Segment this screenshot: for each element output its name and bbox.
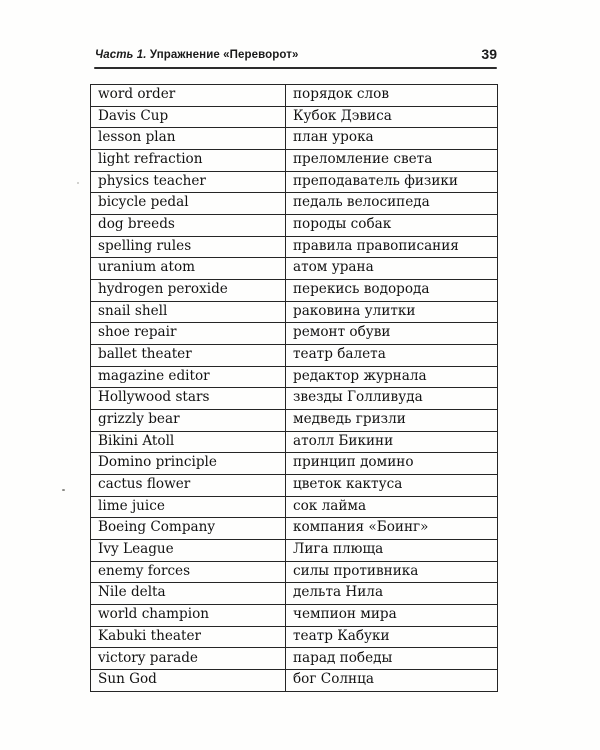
table-row <box>91 648 498 670</box>
russian-translation: Лига плюща <box>286 540 498 562</box>
russian-translation: атолл Бикини <box>286 431 498 453</box>
russian-translation: атом урана <box>286 258 498 280</box>
page-number: 39 <box>481 46 497 62</box>
exercise-label: Упражнение «Переворот» <box>146 49 299 61</box>
english-term: Nile delta <box>91 583 286 605</box>
table-row <box>91 258 498 280</box>
english-term: snail shell <box>91 301 286 323</box>
russian-translation: порядок слов <box>286 85 498 107</box>
table-row <box>91 496 498 518</box>
header-rule <box>94 67 497 69</box>
english-term: bicycle pedal <box>91 193 286 215</box>
russian-translation: редактор журнала <box>286 366 498 388</box>
vocabulary-table-body <box>91 85 498 692</box>
english-term: Kabuki theater <box>91 626 286 648</box>
table-row <box>91 345 498 367</box>
russian-translation: силы противника <box>286 561 498 583</box>
russian-translation: сок лайма <box>286 496 498 518</box>
english-term: Ivy League <box>91 540 286 562</box>
table-row <box>91 323 498 345</box>
table-row <box>91 280 498 302</box>
russian-translation: преломление света <box>286 150 498 172</box>
english-term: dog breeds <box>91 215 286 237</box>
english-term: Domino principle <box>91 453 286 475</box>
english-term: word order <box>91 85 286 107</box>
chapter-label: Часть 1. <box>95 49 147 61</box>
russian-translation: бог Солнца <box>286 670 498 692</box>
english-term: grizzly bear <box>91 410 286 432</box>
english-term: physics teacher <box>91 171 286 193</box>
english-term: uranium atom <box>91 258 286 280</box>
russian-translation: чемпион мира <box>286 605 498 627</box>
english-term: lime juice <box>91 496 286 518</box>
table-row <box>91 215 498 237</box>
english-term: magazine editor <box>91 366 286 388</box>
english-term: hydrogen peroxide <box>91 280 286 302</box>
russian-translation: перекись водорода <box>286 280 498 302</box>
table-row <box>91 431 498 453</box>
table-row <box>91 150 498 172</box>
table-row <box>91 475 498 497</box>
english-term: Boeing Company <box>91 518 286 540</box>
table-row <box>91 171 498 193</box>
russian-translation: театр Кабуки <box>286 626 498 648</box>
table-row <box>91 193 498 215</box>
table-row <box>91 626 498 648</box>
english-term: spelling rules <box>91 236 286 258</box>
russian-translation: звезды Голливуда <box>286 388 498 410</box>
scan-speck <box>62 489 65 491</box>
russian-translation: принцип домино <box>286 453 498 475</box>
english-term: shoe repair <box>91 323 286 345</box>
table-row <box>91 410 498 432</box>
page-title <box>95 49 298 61</box>
table-row <box>91 605 498 627</box>
english-term: Bikini Atoll <box>91 431 286 453</box>
russian-translation: дельта Нила <box>286 583 498 605</box>
russian-translation: педаль велосипеда <box>286 193 498 215</box>
table-row <box>91 540 498 562</box>
table-row <box>91 583 498 605</box>
russian-translation: преподаватель физики <box>286 171 498 193</box>
table-row <box>91 236 498 258</box>
russian-translation: ремонт обуви <box>286 323 498 345</box>
russian-translation: Кубок Дэвиса <box>286 106 498 128</box>
table-row <box>91 388 498 410</box>
russian-translation: компания «Боинг» <box>286 518 498 540</box>
english-term: victory parade <box>91 648 286 670</box>
table-row <box>91 518 498 540</box>
table-row <box>91 453 498 475</box>
table-row <box>91 85 498 107</box>
english-term: world champion <box>91 605 286 627</box>
table-row <box>91 128 498 150</box>
table-row <box>91 106 498 128</box>
scan-speck <box>77 182 79 184</box>
english-term: light refraction <box>91 150 286 172</box>
table-row <box>91 366 498 388</box>
english-term: Sun God <box>91 670 286 692</box>
russian-translation: цветок кактуса <box>286 475 498 497</box>
vocabulary-table <box>90 84 498 692</box>
running-head <box>95 47 497 61</box>
english-term: ballet theater <box>91 345 286 367</box>
russian-translation: раковина улитки <box>286 301 498 323</box>
russian-translation: план урока <box>286 128 498 150</box>
table-row <box>91 561 498 583</box>
russian-translation: породы собак <box>286 215 498 237</box>
english-term: Davis Cup <box>91 106 286 128</box>
russian-translation: парад победы <box>286 648 498 670</box>
russian-translation: театр балета <box>286 345 498 367</box>
english-term: Hollywood stars <box>91 388 286 410</box>
english-term: enemy forces <box>91 561 286 583</box>
table-row <box>91 301 498 323</box>
english-term: cactus flower <box>91 475 286 497</box>
english-term: lesson plan <box>91 128 286 150</box>
russian-translation: медведь гризли <box>286 410 498 432</box>
russian-translation: правила правописания <box>286 236 498 258</box>
table-row <box>91 670 498 692</box>
